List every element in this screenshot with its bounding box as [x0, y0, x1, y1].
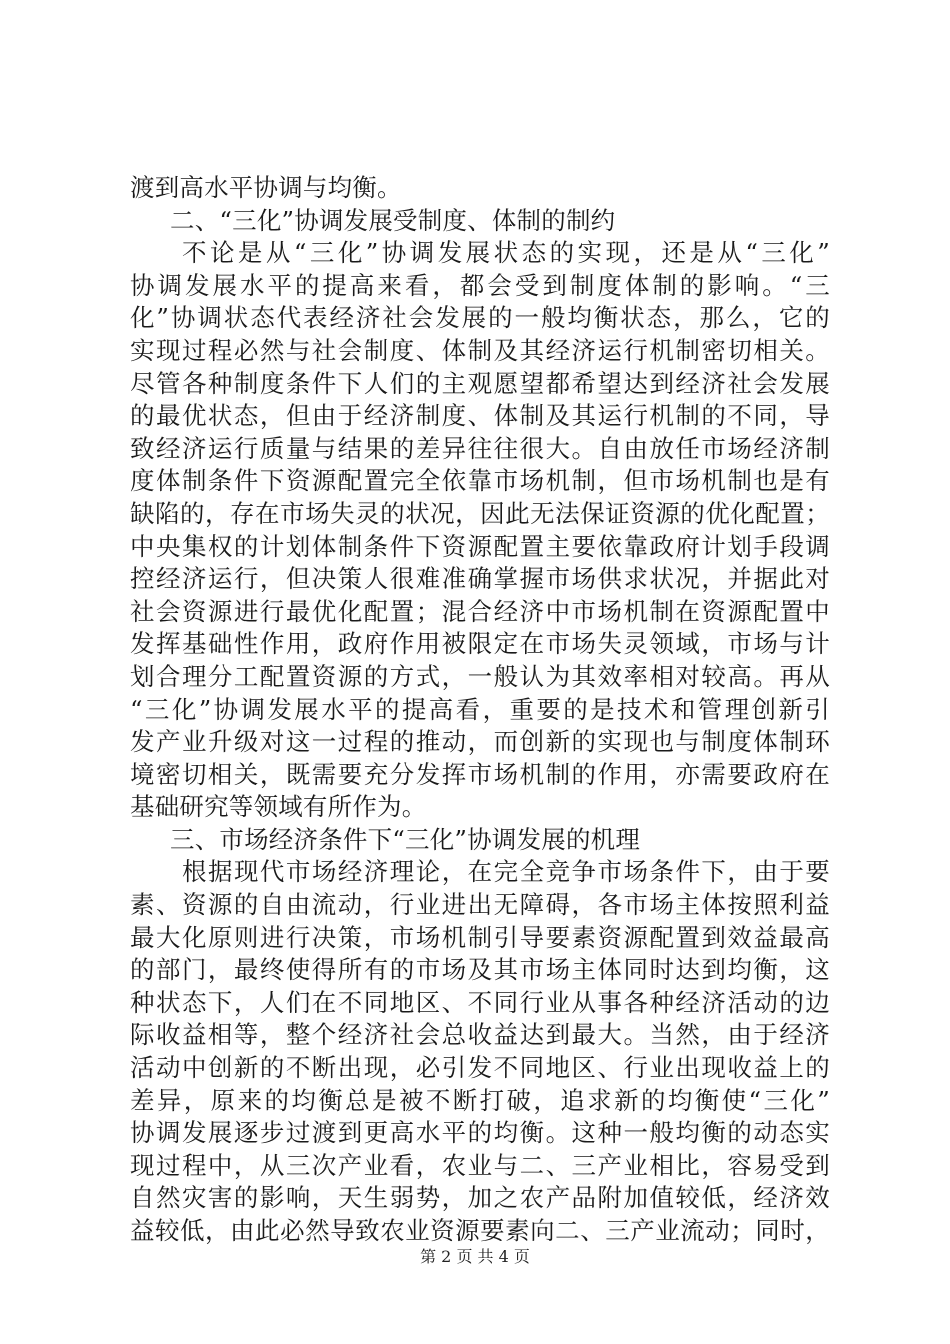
text-line: 基础研究等领域有所作为。	[130, 792, 427, 822]
text-line: 缺陷的，存在市场失灵的状况，因此无法保证资源的优化配置；	[130, 498, 830, 528]
text-line: 划合理分工配置资源的方式，一般认为其效率相对较高。再从	[130, 661, 830, 691]
text-line: 境密切相关，既需要充分发挥市场机制的作用，亦需要政府在	[130, 759, 830, 789]
text-line: 协调发展逐步过渡到更高水平的均衡。这种一般均衡的动态实	[130, 1118, 830, 1148]
text-line: 协调发展水平的提高来看，都会受到制度体制的影响。“三	[130, 270, 830, 300]
text-line: 现过程中，从三次产业看，农业与二、三产业相比，容易受到	[130, 1150, 830, 1180]
text-line: 益较低，由此必然导致农业资源要素向二、三产业流动；同时，	[130, 1216, 830, 1245]
section-heading: 二、“三化”协调发展受制度、体制的制约	[170, 205, 616, 235]
text-line: 根据现代市场经济理论，在完全竞争市场条件下，由于要	[182, 857, 830, 887]
text-line: 的最优状态，但由于经济制度、体制及其运行机制的不同，导	[130, 401, 830, 431]
text-line: “三化”协调发展水平的提高看，重要的是技术和管理创新引	[130, 694, 830, 724]
text-line: 不论是从“三化”协调发展状态的实现，还是从“三化”	[182, 238, 830, 268]
text-line: 尽管各种制度条件下人们的主观愿望都希望达到经济社会发展	[130, 368, 830, 398]
text-line: 际收益相等，整个经济社会总收益达到最大。当然，由于经济	[130, 1020, 830, 1050]
text-line: 活动中创新的不断出现，必引发不同地区、行业出现收益上的	[130, 1053, 830, 1083]
text-line: 的部门，最终使得所有的市场及其市场主体同时达到均衡，这	[130, 955, 830, 985]
text-line: 自然灾害的影响，天生弱势，加之农产品附加值较低，经济效	[130, 1183, 830, 1213]
text-line: 化”协调状态代表经济社会发展的一般均衡状态，那么，它的	[130, 303, 830, 333]
text-line: 发挥基础性作用，政府作用被限定在市场失灵领域，市场与计	[130, 629, 830, 659]
text-line: 最大化原则进行决策，市场机制引导要素资源配置到效益最高	[130, 922, 830, 952]
section-heading: 三、市场经济条件下“三化”协调发展的机理	[170, 824, 641, 854]
text-line: 素、资源的自由流动，行业进出无障碍，各市场主体按照利益	[130, 890, 830, 920]
text-line: 致经济运行质量与结果的差异往往很大。自由放任市场经济制	[130, 433, 830, 463]
text-line: 渡到高水平协调与均衡。	[130, 173, 402, 202]
text-line: 中央集权的计划体制条件下资源配置主要依靠政府计划手段调	[130, 531, 830, 561]
document-body	[130, 172, 830, 1248]
text-line: 社会资源进行最优化配置；混合经济中市场机制在资源配置中	[130, 596, 830, 626]
text-line: 控经济运行，但决策人很难准确掌握市场供求状况，并据此对	[130, 564, 830, 594]
text-line: 种状态下，人们在不同地区、不同行业从事各种经济活动的边	[130, 987, 830, 1017]
text-line: 发产业升级对这一过程的推动，而创新的实现也与制度体制环	[130, 727, 830, 757]
text-line: 差异，原来的均衡总是被不断打破，追求新的均衡使“三化”	[130, 1085, 830, 1115]
page-footer: 第 2 页 共 4 页	[420, 1247, 530, 1266]
text-line: 度体制条件下资源配置完全依靠市场机制，但市场机制也是有	[130, 466, 830, 496]
text-line: 实现过程必然与社会制度、体制及其经济运行机制密切相关。	[130, 335, 830, 365]
